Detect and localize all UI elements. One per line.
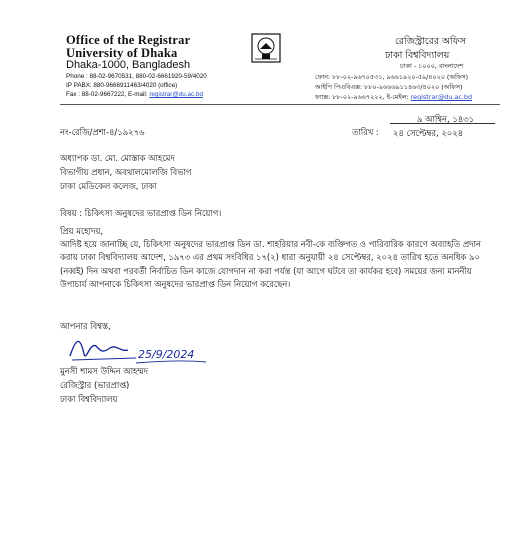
email-link[interactable]: registrar@du.ac.bd [149,91,203,98]
office-title-bn: রেজিস্ট্রারের অফিস [395,36,466,47]
date-divider [390,123,495,124]
fax-text-bn: ফ্যাক্স: ৮৮-০২-৯৬৬৭২২২, ই-মেইল: [315,93,411,101]
recipient-name: অধ্যাপক ডা. মো. মোস্তাক আহমেদ [60,153,175,163]
date-bangla: ৯ আশ্বিন, ১৪৩১ [417,114,475,124]
office-title-en: Office of the Registrar [66,33,191,47]
recipient-institution: ঢাকা মেডিকেল কলেজ, ঢাকা [60,181,157,191]
email-link-bn[interactable]: registrar@du.ac.bd [410,93,473,101]
date-label: তারিখ : [352,127,379,137]
header-divider [60,104,500,105]
university-name-en: University of Dhaka [66,46,178,60]
signatory-title: রেজিস্ট্রার (ভারপ্রাপ্ত) [60,380,130,390]
ip-pabx-bn: আইপি পিএবিএক্স: ৮৮০-৯৬৬৬৯১১৪৬৩/৪০২০ (অফিস) [315,83,463,91]
closing: আপনার বিশ্বস্ত, [60,321,111,331]
signatory-office: ঢাকা বিশ্ববিদ্যালয় [60,394,118,404]
body-paragraph: আদিষ্ট হয়ে জানাচ্ছি যে, চিকিৎসা অনুষদের ভারপ্রাপ্ত ডিন ডা. শাহরিয়ার নবী-কে ব্যক্তিগত ও পারিবারিক কারণে অব্যাহতি প্রদান করায় ঢাকা বিশ্ববিদ্যালয় আদেশ, ১৯৭৩ এর প্রথম সংবিধির ১৭(২) ধারা অনুযায়ী ২৪ সেপ্টেম্বর, ২০২৪ তারিখ হতে অনধিক ৯০ (নব্বই) দিন অথবা পরবর্তী নির্বাচিত ডিন কাজে যোগদান না করা পর্যন্ত (যা আগে ঘটবে তা কার্যকর হবে) সময়ের জন্য মাননীয় উপাচার্য আপনাকে চিকিৎসা অনুষদের ভারপ্রাপ্ত ডিন নিয়োগ করেছেন। [60,239,481,290]
subject-line: বিষয় : চিকিৎসা অনুষদের ভারপ্রাপ্ত ডিন নিয়োগ। [60,208,222,218]
university-name-bn: ঢাকা বিশ্ববিদ্যালয় [385,50,450,61]
university-logo-icon [251,33,281,63]
ip-pabx-en: IP PABX: 880-9666911463/4020 (office) [66,82,178,89]
address-bn: ঢাকা - ১০০০, বাংলাদেশ [400,62,464,70]
svg-text:25/9/2024: 25/9/2024 [138,348,195,361]
phone-en: Phone : 88-02-9670531, 880-02-6661920-59/4020 [66,73,207,80]
address-en: Dhaka-1000, Bangladesh [66,59,191,71]
date-english: ২৪ সেপ্টেম্বর, ২০২৪ [393,128,464,138]
salutation: প্রিয় মহোদয়, [60,226,104,236]
memo-reference: নং-রেজি/প্রশা-৪/১৯২৭৬ [60,127,145,137]
signatory-name: মুনসী শামস উদ্দিন আহম্মদ [60,366,149,376]
fax-email-en [66,91,203,100]
phone-bn: ফোন: ৮৮-০২-৯৬৭০৫৩১, ৯৬৬১৯২০-৫৯/৪০২০ (অফিস) [315,73,469,81]
recipient-designation: বিভাগীয় প্রধান, অবথালমোলজি বিভাগ [60,167,192,177]
fax-email-bn [315,93,472,102]
fax-text: Fax : 88-02-9667222, E-mail: [66,91,150,98]
